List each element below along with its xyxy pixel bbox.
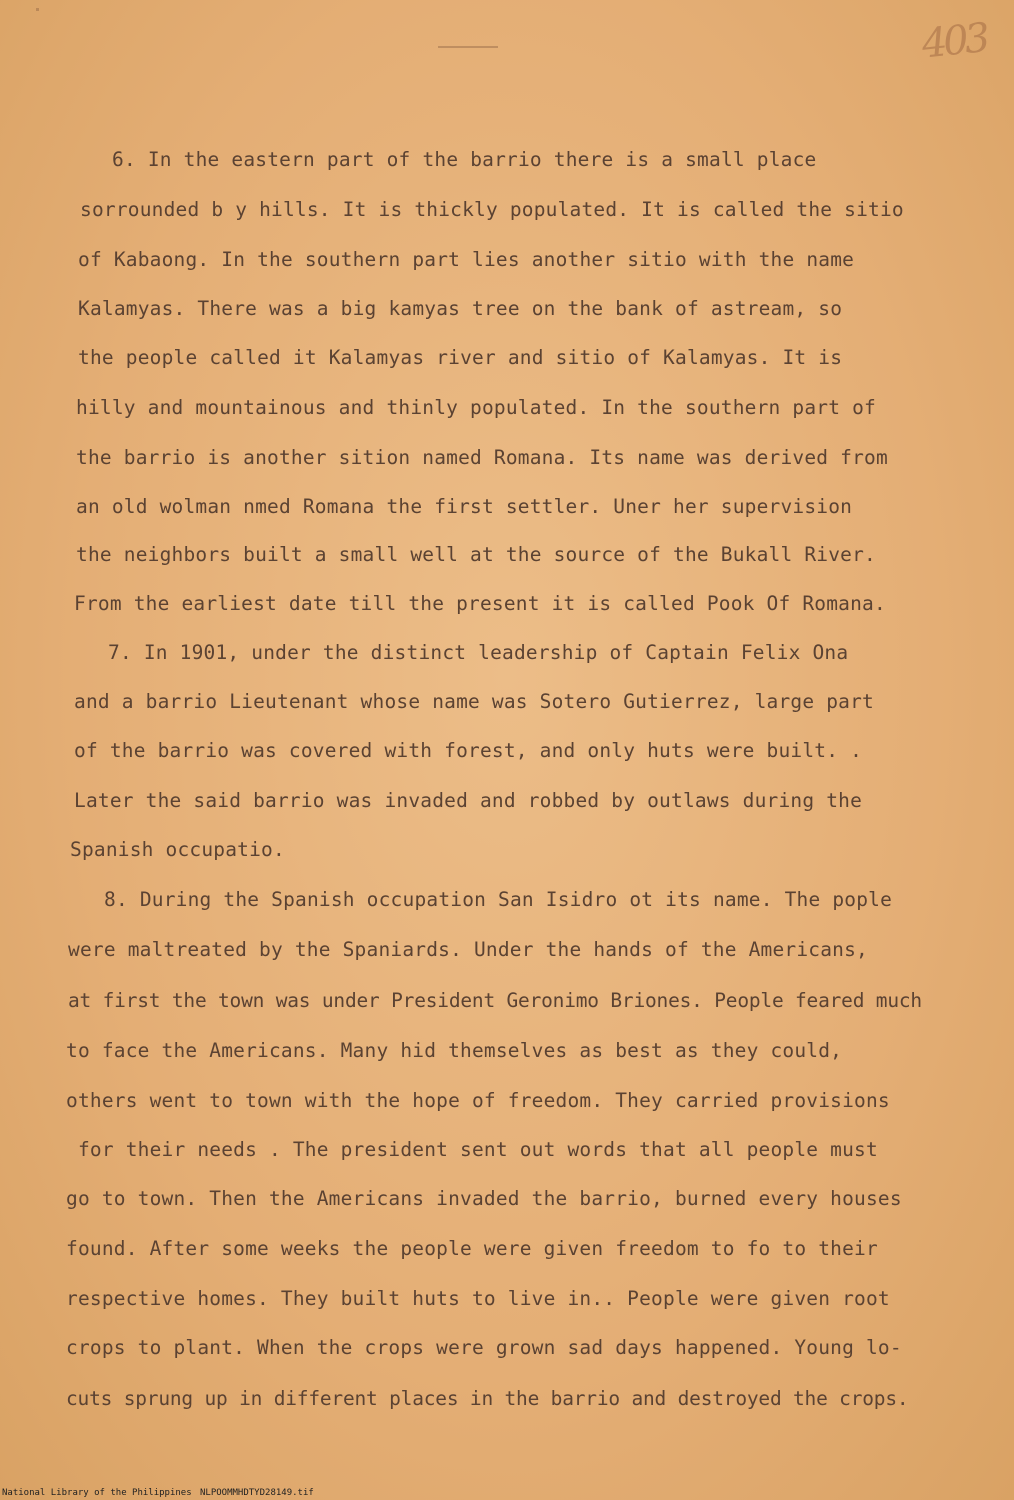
text-line: go to town. Then the Americans invaded the barrio, burned every houses: [66, 1187, 902, 1210]
text-line: at first the town was under President Geronimo Briones. People feared much: [68, 989, 922, 1012]
text-line: the neighbors built a small well at the source of the Bukall River.: [76, 543, 876, 566]
text-line: for their needs . The president sent out words that all people must: [66, 1138, 878, 1161]
text-line: Later the said barrio was invaded and robbed by outlaws during the: [74, 789, 863, 812]
text-line: crops to plant. When the crops were grown sad days happened. Young lo-: [66, 1336, 902, 1359]
text-line: cuts sprung up in different places in the barrio and destroyed the crops.: [66, 1387, 909, 1410]
text-line: to face the Americans. Many hid themselves as best as they could,: [66, 1039, 843, 1062]
text-line: respective homes. They built huts to live in.. People were given root: [66, 1287, 890, 1310]
stray-mark: [438, 46, 498, 48]
text-line: hilly and mountainous and thinly populated. In the southern part of: [76, 396, 876, 419]
text-line: of Kabaong. In the southern part lies another sitio with the name: [78, 248, 855, 271]
text-line: found. After some weeks the people were given freedom to fo to their: [66, 1237, 878, 1260]
text-line: Spanish occupatio.: [70, 838, 285, 861]
footer-filename: NLPOOMMHDTYD28149.tif: [200, 1488, 314, 1498]
footer-library: National Library of the Philippines: [2, 1488, 192, 1498]
page-number: 403: [919, 15, 989, 68]
text-line: 8. During the Spanish occupation San Isidro ot its name. The pople: [104, 888, 893, 911]
text-line: Kalamyas. There was a big kamyas tree on the bank of astream, so: [78, 297, 843, 320]
text-line: the people called it Kalamyas river and sitio of Kalamyas. It is: [78, 346, 843, 369]
text-line: others went to town with the hope of freedom. They carried provisions: [66, 1089, 890, 1112]
text-line: 7. In 1901, under the distinct leadership of Captain Felix Ona: [108, 641, 849, 664]
text-line: From the earliest date till the present it is called Pook Of Romana.: [74, 592, 886, 615]
text-line: the barrio is another sition named Romana. Its name was derived from: [76, 446, 888, 469]
text-line: an old wolman nmed Romana the first settler. Uner her supervision: [76, 495, 853, 518]
text-line: and a barrio Lieutenant whose name was Sotero Gutierrez, large part: [74, 690, 874, 713]
text-line: sorrounded b y hills. It is thickly populated. It is called the sitio: [80, 198, 904, 221]
text-line: 6. In the eastern part of the barrio there is a small place: [112, 148, 817, 171]
text-line: were maltreated by the Spaniards. Under the hands of the Americans,: [68, 938, 868, 961]
text-line: of the barrio was covered with forest, and only huts were built. .: [74, 739, 863, 762]
stray-mark: [36, 8, 39, 11]
